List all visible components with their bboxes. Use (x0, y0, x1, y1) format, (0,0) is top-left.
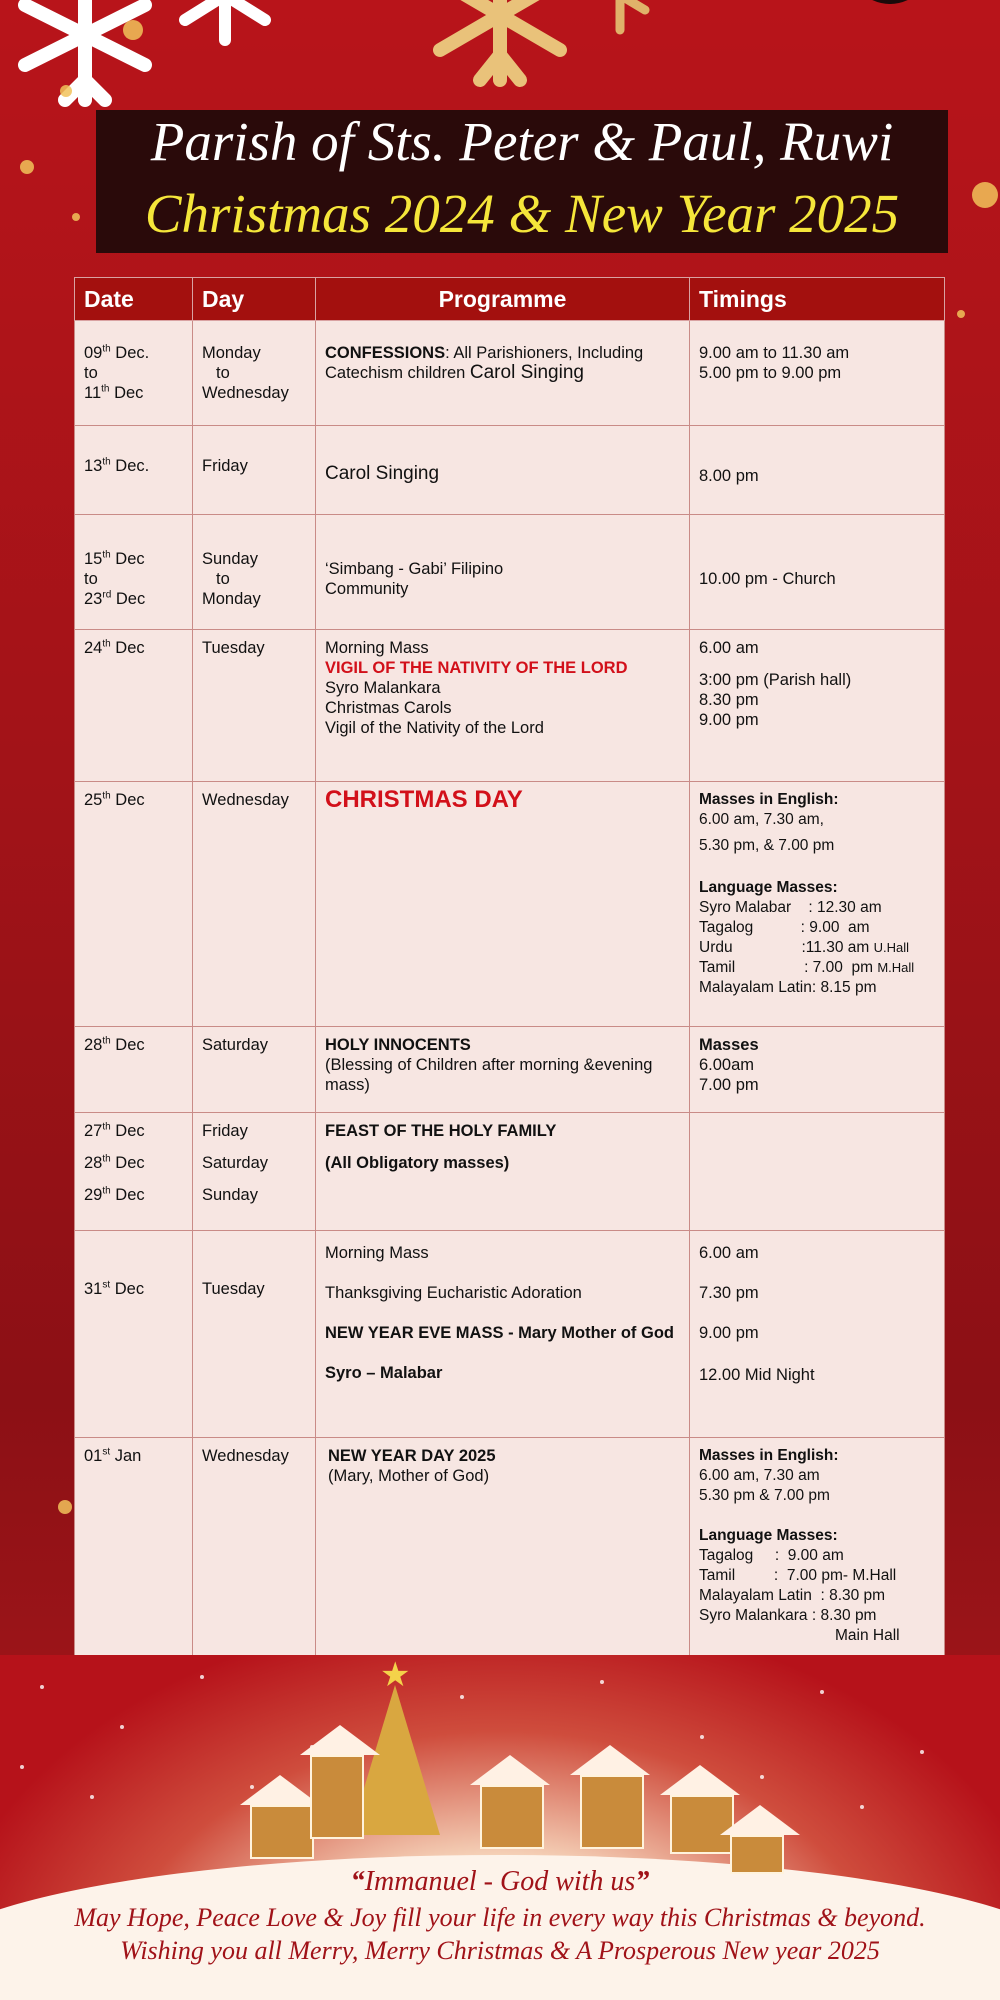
date-text: 23 (84, 590, 103, 608)
date-suffix: th (102, 549, 111, 561)
day-cell: Saturday (193, 1027, 316, 1113)
event-subtitle: Christmas 2024 & New Year 2025 (144, 183, 900, 244)
day-text: Monday (202, 590, 261, 608)
gold-snowflake-icon (420, 0, 580, 90)
house-roof (660, 1765, 740, 1795)
house-roof (300, 1725, 380, 1755)
table-row (75, 630, 945, 782)
timing-cell: 8.00 pm (690, 426, 945, 515)
programme-text: Carol Singing (469, 362, 584, 383)
programme-title: VIGIL OF THE NATIVITY OF THE LORD (325, 659, 628, 677)
timing-heading: Language Masses: (699, 879, 838, 896)
date-month: Dec (110, 1036, 145, 1054)
date-text: 27 (84, 1122, 103, 1140)
programme-title: HOLY INNOCENTS (325, 1036, 471, 1054)
date-month: Jan (110, 1447, 142, 1465)
timing-text: 12.00 Mid Night (699, 1366, 815, 1384)
date-suffix: th (102, 1153, 111, 1165)
house-icon (480, 1785, 544, 1849)
programme-title: CONFESSIONS (325, 344, 446, 362)
day-cell: Tuesday (193, 630, 316, 782)
date-text: 29 (84, 1186, 103, 1204)
timing-text: 6.00 am (699, 1244, 759, 1262)
day-text: Sunday (202, 1186, 258, 1204)
date-text: 11 (84, 384, 102, 402)
parish-title: Parish of Sts. Peter & Paul, Ruwi (150, 111, 894, 172)
column-header-timings: Timings (690, 278, 945, 321)
date-suffix: th (102, 1035, 111, 1047)
timing-heading: Masses (699, 1036, 759, 1054)
programme-cell (316, 1231, 690, 1438)
day-cell: Tuesday (193, 1231, 316, 1438)
house-roof (240, 1775, 320, 1805)
timing-text: Tagalog : 9.00 am (699, 919, 870, 936)
schedule-table (74, 277, 945, 1670)
timing-venue: M.Hall (877, 960, 915, 975)
date-cell (75, 782, 193, 1027)
greeting-line-1: May Hope, Peace Love & Joy fill your life in every way this Christmas & beyond. (74, 1903, 926, 1932)
programme-text: Thanksgiving Eucharistic Adoration (325, 1284, 582, 1302)
timing-text: Tamil : 7.00 pm- M.Hall (699, 1567, 897, 1584)
star-icon: ★ (380, 1656, 411, 1694)
table-row (75, 1231, 945, 1438)
timing-text: 9.00 pm (699, 711, 759, 729)
date-month: Dec (110, 1280, 145, 1298)
date-suffix: th (102, 343, 111, 355)
date-month: Dec (110, 550, 145, 568)
timing-cell (690, 1027, 945, 1113)
date-month: Dec (110, 1122, 145, 1140)
programme-cell (316, 515, 690, 630)
date-month: Dec (110, 1154, 145, 1172)
date-suffix: st (102, 1279, 111, 1291)
day-to: to (216, 364, 230, 382)
programme-text: Catechism children (325, 364, 470, 382)
timing-cell (690, 1113, 945, 1231)
programme-text: ‘Simbang - Gabi’ Filipino (325, 560, 504, 578)
gold-snowflake-icon (590, 0, 650, 40)
column-header-programme: Programme (316, 278, 690, 321)
date-suffix: th (101, 383, 110, 395)
black-snowflake-icon (830, 0, 960, 45)
day-text: Saturday (202, 1154, 269, 1172)
timing-text: Syro Malabar : 12.30 am (699, 899, 882, 916)
date-month: Dec. (110, 344, 150, 362)
date-text: 13 (84, 457, 103, 475)
timing-text: 9.00 pm (699, 1324, 759, 1342)
programme-cell (316, 630, 690, 782)
date-suffix: th (102, 638, 111, 650)
date-cell (75, 1113, 193, 1231)
table-row (75, 515, 945, 630)
date-to: to (84, 364, 98, 382)
timing-text: 6.00 am, 7.30 am, (699, 811, 824, 828)
timing-text: Syro Malankara : 8.30 pm (699, 1607, 877, 1624)
table-row (75, 1027, 945, 1113)
programme-text: Community (325, 580, 409, 598)
table-row (75, 426, 945, 515)
date-month: Dec (110, 791, 145, 809)
gold-dot (972, 182, 998, 208)
timing-text: 9.00 am to 11.30 am (699, 344, 850, 362)
timing-venue: U.Hall (873, 940, 909, 955)
date-text: 24 (84, 639, 103, 657)
programme-cell (316, 321, 690, 426)
programme-text: Christmas Carols (325, 699, 452, 717)
date-text: 31 (84, 1280, 103, 1298)
timing-text: 5.00 pm to 9.00 pm (699, 364, 842, 382)
house-roof (570, 1745, 650, 1775)
timing-text: 3:00 pm (Parish hall) (699, 671, 852, 689)
date-cell (75, 321, 193, 426)
white-snowflake-icon (170, 0, 280, 50)
white-snowflake-icon (10, 0, 160, 110)
programme-text: Morning Mass (325, 639, 429, 657)
timing-cell: 10.00 pm - Church (690, 515, 945, 630)
date-text: 25 (84, 791, 103, 809)
date-text: 09 (84, 344, 103, 362)
column-header-day: Day (193, 278, 316, 321)
house-icon (580, 1775, 644, 1849)
house-icon (310, 1755, 364, 1839)
programme-text: (Mary, Mother of God) (328, 1467, 490, 1485)
day-text: Sunday (202, 550, 258, 568)
day-cell (193, 321, 316, 426)
date-cell (75, 1231, 193, 1438)
house-icon (250, 1805, 314, 1859)
date-text: 01 (84, 1447, 103, 1465)
day-text: Monday (202, 344, 261, 362)
gold-dot (72, 213, 80, 221)
table-row (75, 321, 945, 426)
gold-dot (957, 310, 965, 318)
programme-text: Vigil of the Nativity of the Lord (325, 719, 544, 737)
date-month: Dec (110, 1186, 145, 1204)
date-cell (75, 630, 193, 782)
timing-heading: Language Masses: (699, 1527, 838, 1544)
programme-text: (All Obligatory masses) (325, 1154, 510, 1172)
date-suffix: th (102, 1185, 111, 1197)
date-cell (75, 426, 193, 515)
footer-quote (0, 1866, 1000, 1898)
gold-dot (60, 85, 72, 97)
day-cell (193, 1113, 316, 1231)
timing-text: Malayalam Latin : 8.30 pm (699, 1587, 886, 1604)
day-cell: Wednesday (193, 1438, 316, 1670)
timing-heading: Masses in English: (699, 791, 839, 808)
date-month: Dec (111, 590, 146, 608)
day-cell: Friday (193, 426, 316, 515)
timing-text: 8.30 pm (699, 691, 759, 709)
timing-cell (690, 1231, 945, 1438)
timing-text: 5.30 pm & 7.00 pm (699, 1487, 830, 1504)
timing-cell (690, 321, 945, 426)
date-cell (75, 515, 193, 630)
timing-text: 6.00 am, 7.30 am (699, 1467, 820, 1484)
gold-dot (123, 20, 143, 40)
programme-cell (316, 1113, 690, 1231)
day-cell (193, 515, 316, 630)
programme-cell (316, 426, 690, 515)
timing-cell (690, 782, 945, 1027)
greeting-line-2: Wishing you all Merry, Merry Christmas & A Prosperous New year 2025 (120, 1936, 880, 1965)
table-row (75, 1438, 945, 1670)
timing-text: 5.30 pm, & 7.00 pm (699, 837, 835, 854)
table-row (75, 1113, 945, 1231)
table-row (75, 782, 945, 1027)
timing-text: Urdu :11.30 am (699, 939, 874, 956)
programme-title: CHRISTMAS DAY (325, 786, 523, 813)
table-header-row (75, 278, 945, 321)
timing-heading: Masses in English: (699, 1447, 839, 1464)
quote-close: ” (635, 1866, 650, 1897)
day-text: Friday (202, 1122, 248, 1140)
date-text: 15 (84, 550, 103, 568)
house-roof (720, 1805, 800, 1835)
quote-open: “ (350, 1866, 365, 1897)
timing-text: Malayalam Latin: 8.15 pm (699, 979, 877, 996)
programme-cell (316, 1027, 690, 1113)
programme-text: Syro Malankara (325, 679, 441, 697)
date-month: Dec (110, 639, 145, 657)
quote-text: Immanuel - God with us (364, 1866, 636, 1897)
date-suffix: th (102, 456, 111, 468)
date-month: Dec. (110, 457, 150, 475)
column-header-date: Date (75, 278, 193, 321)
gold-dot (20, 160, 34, 174)
timing-text: 6.00am (699, 1056, 755, 1074)
date-cell (75, 1027, 193, 1113)
gold-dot (58, 1500, 72, 1514)
date-suffix: th (102, 790, 111, 802)
day-to: to (216, 570, 230, 588)
programme-text: Morning Mass (325, 1244, 429, 1262)
title-banner (96, 110, 948, 253)
programme-cell (316, 782, 690, 1027)
date-suffix: rd (102, 589, 112, 601)
date-month: Dec (109, 384, 144, 402)
day-text: Wednesday (202, 384, 289, 402)
timing-cell (690, 1438, 945, 1670)
programme-title: NEW YEAR DAY 2025 (328, 1447, 496, 1465)
timing-text: 7.30 pm (699, 1284, 759, 1302)
date-text: 28 (84, 1036, 103, 1054)
timing-text: 6.00 am (699, 639, 759, 657)
programme-text: Carol Singing (325, 463, 440, 484)
programme-text: : All Parishioners, Including (445, 344, 644, 362)
timing-cell (690, 630, 945, 782)
date-suffix: th (102, 1121, 111, 1133)
timing-text: Tagalog : 9.00 am (699, 1547, 844, 1564)
programme-cell (316, 1438, 690, 1670)
timing-text: 7.00 pm (699, 1076, 759, 1094)
programme-title: Syro – Malabar (325, 1364, 443, 1382)
date-to: to (84, 570, 98, 588)
date-suffix: st (102, 1446, 111, 1458)
house-roof (470, 1755, 550, 1785)
programme-title: NEW YEAR EVE MASS - Mary Mother of God (325, 1324, 674, 1342)
timing-venue: Main Hall (835, 1627, 900, 1644)
date-text: 28 (84, 1154, 103, 1172)
day-cell: Wednesday (193, 782, 316, 1027)
programme-text: (Blessing of Children after morning &evening mass) (325, 1056, 653, 1094)
timing-text: Tamil : 7.00 pm (699, 959, 878, 976)
programme-title: FEAST OF THE HOLY FAMILY (325, 1122, 557, 1140)
date-cell (75, 1438, 193, 1670)
